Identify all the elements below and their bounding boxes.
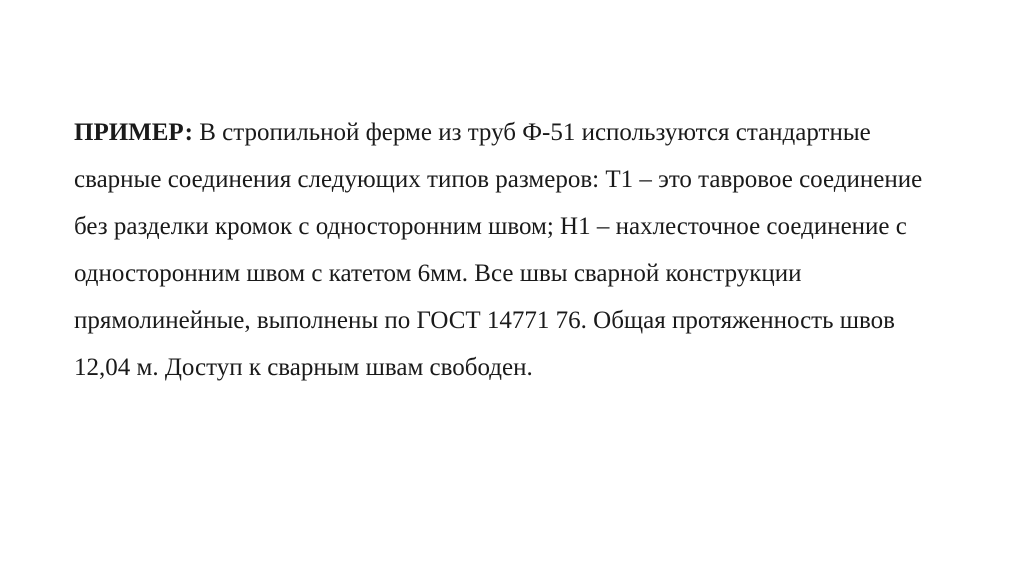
paragraph-line-5: прямолинейные, выполнены по ГОСТ 14771 76. Общая протяженность швов: [74, 307, 895, 334]
paragraph-line-3: без разделки кромок с односторонним швом; Н1 – нахлесточное соединение с: [74, 213, 907, 240]
paragraph-line-1-text: В стропильной ферме из труб Ф-51 используются стандартные: [192, 119, 871, 146]
paragraph-line-1: [74, 109, 974, 156]
example-label: ПРИМЕР:: [74, 119, 193, 146]
example-paragraph: [74, 109, 974, 391]
paragraph-line-4: односторонним швом с катетом 6мм. Все швы сварной конструкции: [74, 260, 802, 287]
paragraph-line-2: сварные соединения следующих типов размеров: Т1 – это тавровое соединение: [74, 166, 923, 193]
paragraph-line-6: 12,04 м. Доступ к сварным швам свободен.: [74, 354, 533, 381]
